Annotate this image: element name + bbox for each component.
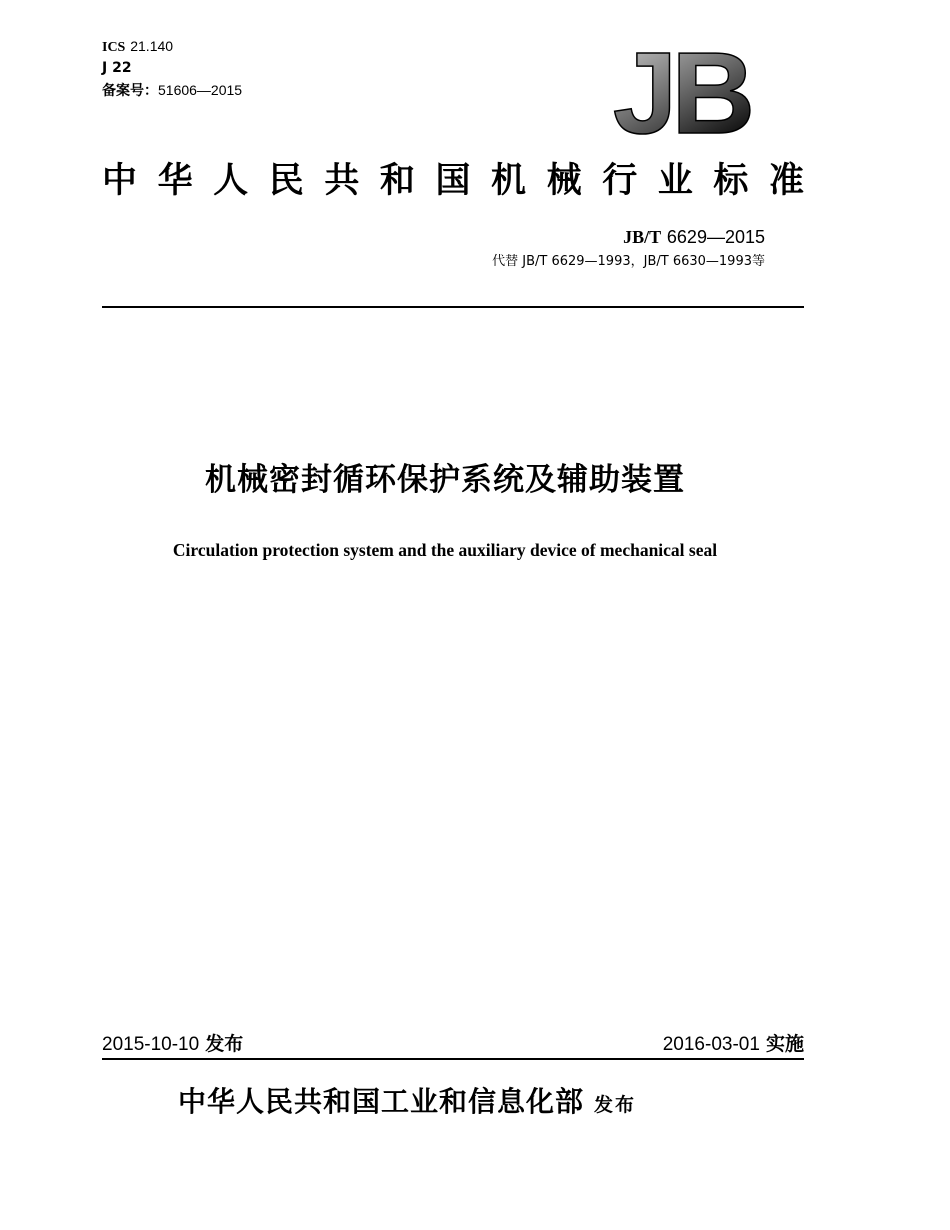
effective-date: [663, 1031, 804, 1058]
effective-date-value: 2016-03-01: [662, 1034, 760, 1055]
industry-title-char: 中: [102, 161, 138, 201]
industry-title-char: 人: [213, 161, 249, 201]
industry-title-char: 和: [379, 161, 415, 201]
publisher-suffix: 发布: [594, 1094, 637, 1116]
replaces-note: 代替 JB/T 6629—1993，JB/T 6630—1993等: [492, 254, 765, 269]
record-value: 51606—2015: [158, 82, 243, 98]
header-divider: [102, 306, 804, 308]
issue-date: [102, 1031, 243, 1058]
industry-title-char: 业: [657, 161, 693, 201]
record-label: 备案号：: [102, 83, 158, 99]
industry-title-char: 标: [713, 161, 749, 201]
standard-prefix: JB/T: [623, 227, 662, 247]
footer-divider: [102, 1058, 804, 1060]
ccs-code: J 22: [102, 60, 132, 76]
ics-value: 21.140: [130, 38, 174, 54]
standard-code: 6629—2015: [666, 227, 765, 247]
issue-date-label: 发布: [205, 1033, 244, 1055]
industry-title-char: 械: [546, 161, 582, 201]
document-title-chinese: 机械密封循环保护系统及辅助装置: [205, 462, 685, 498]
industry-title-char: 民: [268, 161, 304, 201]
industry-title-char: 共: [324, 161, 360, 201]
issue-date-value: 2015-10-10: [102, 1034, 200, 1055]
ics-code: [102, 37, 173, 57]
industry-title-char: 机: [491, 161, 527, 201]
industry-standard-title: [102, 158, 804, 204]
effective-date-label: 实施: [765, 1033, 804, 1055]
record-number: [102, 81, 242, 100]
jb-logo: [600, 45, 762, 140]
document-title-english: Circulation protection system and the auxiliary device of mechanical seal: [172, 540, 718, 560]
industry-title-char: 国: [435, 161, 471, 201]
ics-label: ICS: [102, 40, 126, 55]
publisher-name: 中华人民共和国工业和信息化部: [178, 1085, 585, 1118]
industry-title-char: 华: [157, 161, 193, 201]
industry-title-char: 行: [602, 161, 638, 201]
standard-number: [623, 226, 765, 249]
industry-title-char: 准: [768, 161, 804, 201]
publisher-line: [178, 1082, 636, 1125]
logo-text: JB: [612, 45, 750, 140]
